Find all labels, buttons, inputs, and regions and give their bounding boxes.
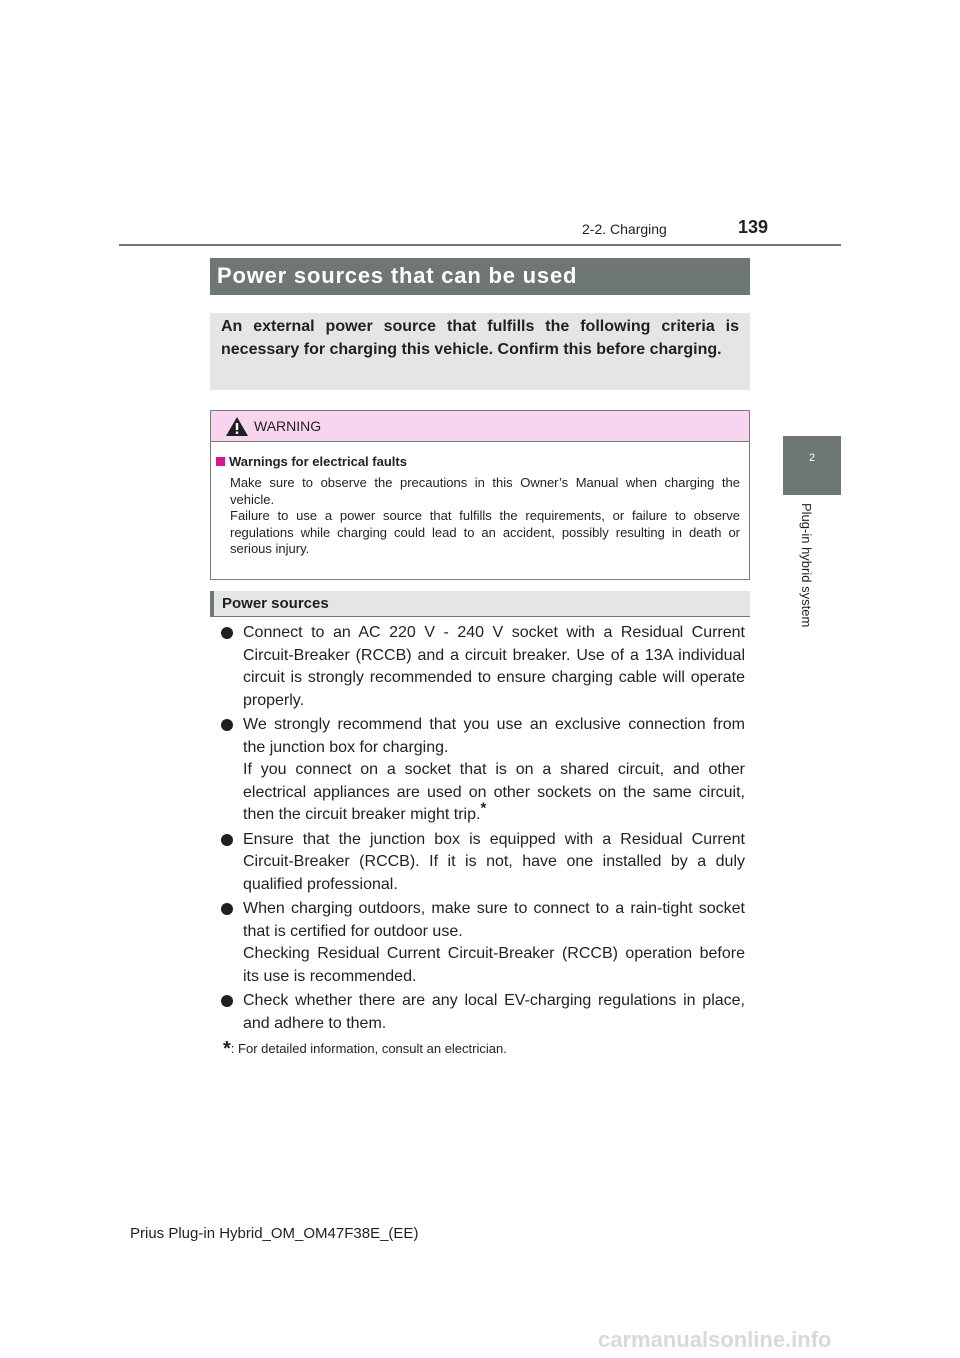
warning-body [230,475,740,558]
header-rule [119,244,841,246]
list-item [220,714,745,827]
footnote [223,1038,507,1061]
footnote-text: : For detailed information, consult an electrician. [230,1041,507,1056]
square-bullet-icon [216,457,225,466]
section-label: 2-2. Charging [582,221,667,237]
list-item-text: Connect to an AC 220 V - 240 V socket with a Residual Current Circuit-Breaker (RCCB) and a circuit breaker. Use of a 13A individual circuit is strongly recommended to ensure charging cable will operate properly. [243,624,745,709]
list-item [220,622,745,712]
subheading-accent [210,591,214,616]
warning-label: WARNING [254,418,322,434]
warning-paragraph: Make sure to observe the precautions in this Owner’s Manual when charging the vehicle. [230,475,740,507]
subheading [210,591,750,617]
list-item [220,829,745,897]
warning-header [211,411,749,442]
bullet-dot-icon [221,834,233,846]
watermark: carmanualsonline.info [598,1327,832,1352]
subheading-text: Power sources [222,595,329,612]
page-title: Power sources that can be used [210,258,750,295]
list-item-text: We strongly recommend that you use an exclusive connection from the junction box for charging. [243,716,745,756]
chapter-tab [783,436,841,495]
bullet-dot-icon [221,995,233,1007]
warning-paragraph: Failure to use a power source that fulfills the requirements, or failure to observe regulations while charging could lead to an accident, possibly resulting in death or serious injury. [230,508,740,556]
bullet-dot-icon [221,627,233,639]
chapter-tab-number: 2 [808,452,816,464]
bullet-dot-icon [221,719,233,731]
chapter-title-vertical: Plug-in hybrid system [799,503,814,628]
warning-title-text: Warnings for electrical faults [229,454,407,469]
list-item [220,990,745,1035]
footnote-mark: * [223,1038,231,1060]
list-item [220,898,745,988]
page-number: 139 [738,217,769,237]
list-item-text [243,759,745,827]
warning-box [210,410,750,580]
warning-triangle-icon [225,416,249,437]
list-item-text: Check whether there are any local EV-charging regulations in place, and adhere to them. [243,992,745,1032]
bullet-list [220,622,745,1037]
document-id: Prius Plug-in Hybrid_OM_OM47F38E_(EE) [130,1225,419,1242]
list-item-text: Ensure that the junction box is equipped with a Residual Current Circuit-Breaker (RCCB). If it is not, have one installed by a duly qualified professional. [243,830,745,893]
list-item-text: When charging outdoors, make sure to connect to a rain-tight socket that is certified for outdoor use. [243,900,745,940]
intro-box: An external power source that fulfills the following criteria is necessary for charging this vehicle. Confirm this before charging. [210,313,750,390]
warning-title [216,454,407,469]
list-item-text: Checking Residual Current Circuit-Breaker (RCCB) operation before its use is recommended. [243,945,745,985]
list-item-text-span: If you connect on a socket that is on a shared circuit, and other electrical appliances are used on other sockets on the same circuit, then the circuit breaker might trip. [243,761,745,823]
footnote-marker: * [480,799,487,817]
bullet-dot-icon [221,903,233,915]
